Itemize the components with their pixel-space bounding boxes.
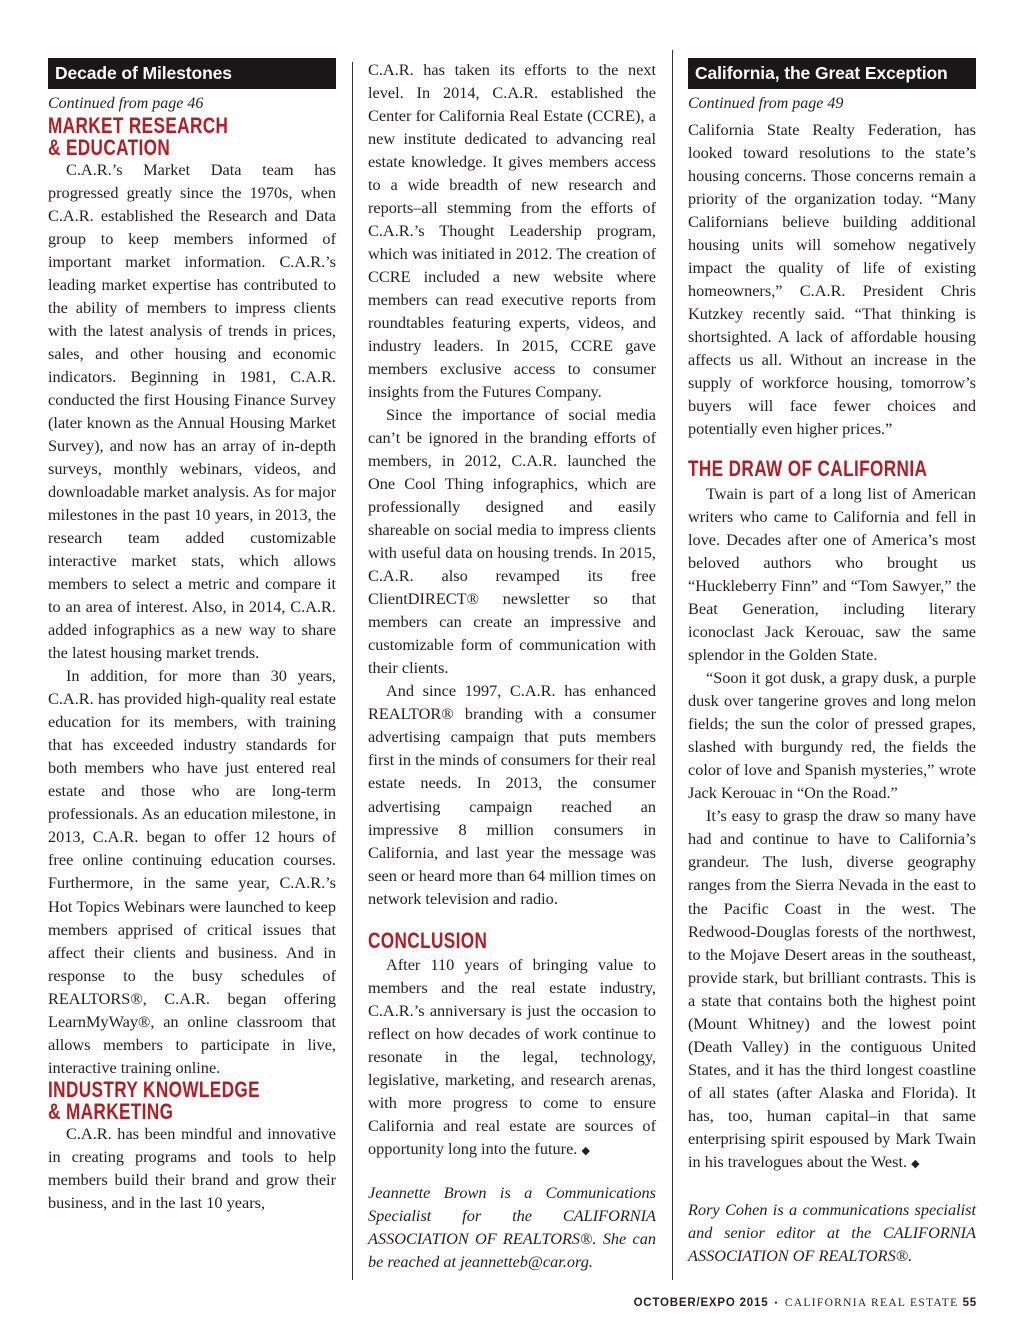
body-paragraph: California State Realty Federation, has looked toward resolutions to the state’s housing concerns. Those concerns remain a priority of the organization today. “Many Californians believe building additional housing units will somehow negatively impact the quality of life of existing homeowners,” C.A.R. President Chris Kutzkey recently said. “That thinking is shortsighted. A lack of affordable housing affects us all. Without an increase in the supply of workforce housing, tomorrow’s buyers will face fewer choices and potentially even higher prices.” bbox=[688, 120, 976, 439]
heading-industry-knowledge-line2: & MARKETING bbox=[48, 1098, 174, 1124]
end-mark-icon: ◆ bbox=[911, 1157, 920, 1170]
body-paragraph: And since 1997, C.A.R. has enhanced REALTOR® branding with a consumer advertising campaign that puts members first in the minds of consumers for their real estate needs. In 2013, the consumer advertising campaign reached an impressive 8 million consumers in California, and last year the message was seen or heard more than 64 million times on network television and radio. bbox=[368, 681, 656, 908]
author-bio: Rory Cohen is a communications specialist and senior editor at the CALIFORNIA ASSOCIATION OF REALTORS®. bbox=[688, 1199, 976, 1265]
continued-from-label: Continued from page 46 bbox=[48, 95, 204, 112]
body-paragraph: “Soon it got dusk, a grapy dusk, a purple dusk over tangerine groves and long melon fields; the sun the color of pressed grapes, slashed with burgundy red, the fields the color of love and Spanish mysteries,” wrote Jack Kerouac in “On the Road.” bbox=[688, 668, 976, 803]
body-paragraph-final bbox=[688, 804, 976, 1175]
body-paragraph: C.A.R. has taken its efforts to the next level. In 2014, C.A.R. established the Center for California Real Estate (CCRE), a new institute dedicated to advancing real estate knowledge. It gives members access to a wide breadth of new research and reports–all stemming from the efforts of C.A.R.’s Thought Leadership program, which was initiated in 2012. The creation of CCRE included a new website where members can read executive reports from roundtables featuring experts, videos, and industry leaders. In 2015, CCRE gave members exclusive access to consumer insights from the Futures Company. bbox=[368, 60, 656, 402]
heading-draw-of-california: THE DRAW OF CALIFORNIA bbox=[688, 456, 928, 482]
body-paragraph-conclusion bbox=[368, 953, 656, 1163]
footer-issue: OCTOBER/EXPO 2015 bbox=[633, 1297, 769, 1309]
continued-from-label: Continued from page 49 bbox=[688, 95, 844, 112]
page-footer bbox=[634, 1297, 977, 1309]
end-mark-icon: ◆ bbox=[581, 1144, 590, 1157]
body-paragraph: In addition, for more than 30 years, C.A.R. has provided high-quality real estate education for its members, with training that has exceeded industry standards for both members who have just entered real estate and those who are long-term professionals. As an education milestone, in 2013, C.A.R. began to offer 12 hours of free online continuing education courses. Furthermore, in the same year, C.A.R.’s Hot Topics Webinars were launched to keep members apprised of critical issues that affect their clients and business. And in response to the busy schedules of REALTORS®, C.A.R. began offering LearnMyWay®, an online classroom that allows members to participate in live, interactive training online. bbox=[48, 666, 336, 1077]
page-number: 55 bbox=[962, 1297, 977, 1309]
author-bio: Jeannette Brown is a Communications Specialist for the CALIFORNIA ASSOCIATION OF REALTORS®. She can be reached at jeannetteb@car.org. bbox=[368, 1182, 656, 1271]
body-paragraph: C.A.R. has been mindful and innovative in creating programs and tools to help members build their brand and grow their business, and in the last 10 years, bbox=[48, 1123, 336, 1212]
body-paragraph: C.A.R.’s Market Data team has progressed greatly since the 1970s, when C.A.R. established the Research and Data group to keep members informed of important market information. C.A.R.’s leading market expertise has contributed to the ability of members to impress clients with the latest analysis of trends in prices, sales, and other housing and economic indicators. Beginning in 1981, C.A.R. conducted the first Housing Finance Survey (later known as the Annual Housing Market Survey), and now has an array of in-depth surveys, monthly webinars, videos, and downloadable market analysis. As for major milestones in the past 10 years, in 2013, the research team added customizable interactive market stats, which allows members to select a metric and compare it to an area of interest. Also, in 2014, C.A.R. added infographics as a new way to share the latest housing market trends. bbox=[48, 160, 336, 663]
section-header-decade-of-milestones: Decade of Milestones bbox=[48, 58, 336, 89]
final-text: It’s easy to grasp the draw so many have had and continue to have to California’s grandeur. The lush, diverse geography ranges from the Sierra Nevada in the east to the Pacific Coast in the west. The Redwood-Douglas forests of the northwest, to the Mojave Desert areas in the southeast, provide stark, but brilliant contrasts. This is a state that contains both the highest point (Mount Whitney) and the lowest point (Death Valley) in the contiguous United States, and it has the third longest coastline of all states (after Alaska and Florida). It has, too, human capital–in that same enterprising spirit espoused by Mark Twain in his travelogues about the West. bbox=[688, 806, 976, 1171]
footer-separator: • bbox=[774, 1298, 779, 1308]
conclusion-text: After 110 years of bringing value to members and the real estate industry, C.A.R.’s anniversary is just the occasion to reflect on how decades of work continue to resonate in the legal, technology, legislative, marketing, and research arenas, with more progress to come to ensure California and real estate are sources of opportunity long into the future. bbox=[368, 954, 656, 1158]
body-paragraph: Twain is part of a long list of American writers who came to California and fell in love. Decades after one of America’s most beloved authors who brought us “Huckleberry Finn” and “Tom Sawyer,” the Beat Generation, including literary iconoclast Jack Kerouac, saw the same splendor in the Golden State. bbox=[688, 484, 976, 665]
column-middle bbox=[368, 58, 656, 1273]
column-divider-1 bbox=[352, 62, 353, 1280]
footer-publication: CALIFORNIA REAL ESTATE bbox=[784, 1297, 959, 1309]
column-right bbox=[688, 58, 976, 1267]
column-divider-2 bbox=[672, 50, 673, 1280]
body-paragraph: Since the importance of social media can’t be ignored in the branding efforts of members, in 2012, C.A.R. launched the One Cool Thing infographics, which are professionally designed and easily shareable on social media to impress clients with useful data on housing trends. In 2015, C.A.R. also revamped its free ClientDIRECT® newsletter so that members can create an impressive and customizable form of communication with their clients. bbox=[368, 405, 656, 678]
heading-market-research-line1: MARKET RESEARCH bbox=[48, 113, 229, 138]
heading-conclusion: CONCLUSION bbox=[368, 927, 488, 953]
column-left bbox=[48, 58, 336, 1214]
heading-industry-knowledge-line1: INDUSTRY KNOWLEDGE bbox=[48, 1076, 261, 1102]
section-header-great-exception: California, the Great Exception bbox=[688, 58, 976, 89]
heading-market-research-line2: & EDUCATION bbox=[48, 135, 171, 160]
